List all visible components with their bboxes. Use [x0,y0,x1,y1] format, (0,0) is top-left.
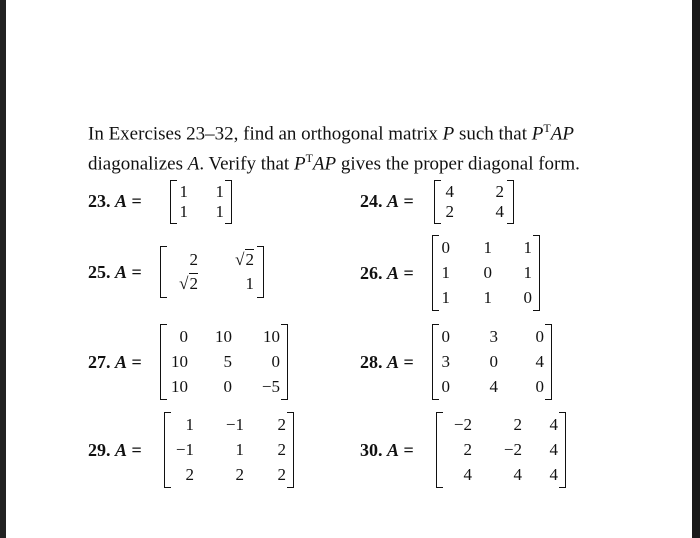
matrix-cell: −1 [225,415,244,434]
instructions-paragraph: In Exercises 23–32, find an orthogonal matrix P such that $P^TAP$ diagonalizes A. Verify that $P^TAP$ gives the proper diagonal form. [88,121,580,175]
matrix [432,324,552,400]
matrix-cell: 0 [441,327,450,346]
matrix-cell: 0 [535,377,544,396]
exercise-label: 26. A = [360,263,414,283]
matrix-cell: 4 [549,465,558,484]
matrix-cell: 4 [463,465,472,484]
exercise-label: 23. A = [88,191,142,211]
matrix-cell: 0 [223,377,232,396]
matrix-cell: 4 [489,377,498,396]
matrix [164,412,294,488]
matrix [160,324,288,400]
matrix-cell: 1 [215,182,224,201]
matrix-cell: √2 [179,274,198,293]
matrix-cell: 2 [277,440,286,459]
matrix-cell: 1 [235,440,244,459]
matrix [170,180,232,224]
matrix-cell: 1 [215,202,224,221]
matrix-cell: 0 [441,238,450,257]
matrix-cell: 4 [549,440,558,459]
exercise-label: 24. A = [360,191,414,211]
matrix-cell: 10 [263,327,280,346]
matrix-cell: 0 [271,352,280,371]
matrix-cell: 4 [445,182,454,201]
exercise-25 [88,246,278,298]
exercise-label: 28. A = [360,352,414,372]
matrix-cell: 1 [185,415,194,434]
right-page-edge [692,0,700,538]
matrix [436,412,566,488]
matrix-cell: 1 [245,274,254,293]
matrix-cell: 2 [513,415,522,434]
matrix-cell: −5 [261,377,280,396]
matrix-cell: 5 [223,352,232,371]
matrix-cell: 2 [445,202,454,221]
matrix-cell: 2 [277,415,286,434]
matrix-cell: 0 [489,352,498,371]
exercise-29 [88,412,308,488]
left-page-edge [0,0,6,538]
exercise-label: 27. A = [88,352,142,372]
matrix-cell: 1 [483,288,492,307]
matrix-cell: 3 [489,327,498,346]
matrix-cell: 2 [185,465,194,484]
matrix-cell: 1 [483,238,492,257]
exercise-30 [360,412,580,488]
matrix [434,180,514,224]
matrix-cell: 0 [535,327,544,346]
matrix-cell: 2 [235,465,244,484]
matrix-cell: 0 [483,263,492,282]
exercise-label: 30. A = [360,440,414,460]
matrix-cell: 4 [513,465,522,484]
exercise-28 [360,324,560,400]
matrix-cell: 0 [523,288,532,307]
matrix-cell: −1 [175,440,194,459]
matrix-cell: 2 [463,440,472,459]
matrix-cell: −2 [453,415,472,434]
exercise-label: 25. A = [88,262,142,282]
matrix-cell: √2 [235,250,254,269]
matrix-cell: 1 [441,263,450,282]
matrix-cell: 10 [215,327,232,346]
exercise-24 [360,180,560,224]
matrix-cell: 1 [523,238,532,257]
matrix-cell: 4 [535,352,544,371]
matrix-cell: 1 [179,202,188,221]
matrix [160,246,264,298]
matrix-cell: 4 [549,415,558,434]
matrix-cell: 0 [441,377,450,396]
exercise-23 [88,180,258,224]
matrix-cell: 1 [441,288,450,307]
matrix [432,235,540,311]
matrix-cell: 2 [495,182,504,201]
matrix-cell: 2 [189,250,198,269]
matrix-cell: 2 [277,465,286,484]
matrix-cell: 10 [171,352,188,371]
matrix-cell: −2 [503,440,522,459]
matrix-cell: 1 [179,182,188,201]
matrix-cell: 1 [523,263,532,282]
exercise-27 [88,324,308,400]
matrix-cell: 10 [171,377,188,396]
matrix-cell: 3 [441,352,450,371]
matrix-cell: 4 [495,202,504,221]
exercise-label: 29. A = [88,440,142,460]
exercise-26 [360,235,560,311]
matrix-cell: 0 [179,327,188,346]
